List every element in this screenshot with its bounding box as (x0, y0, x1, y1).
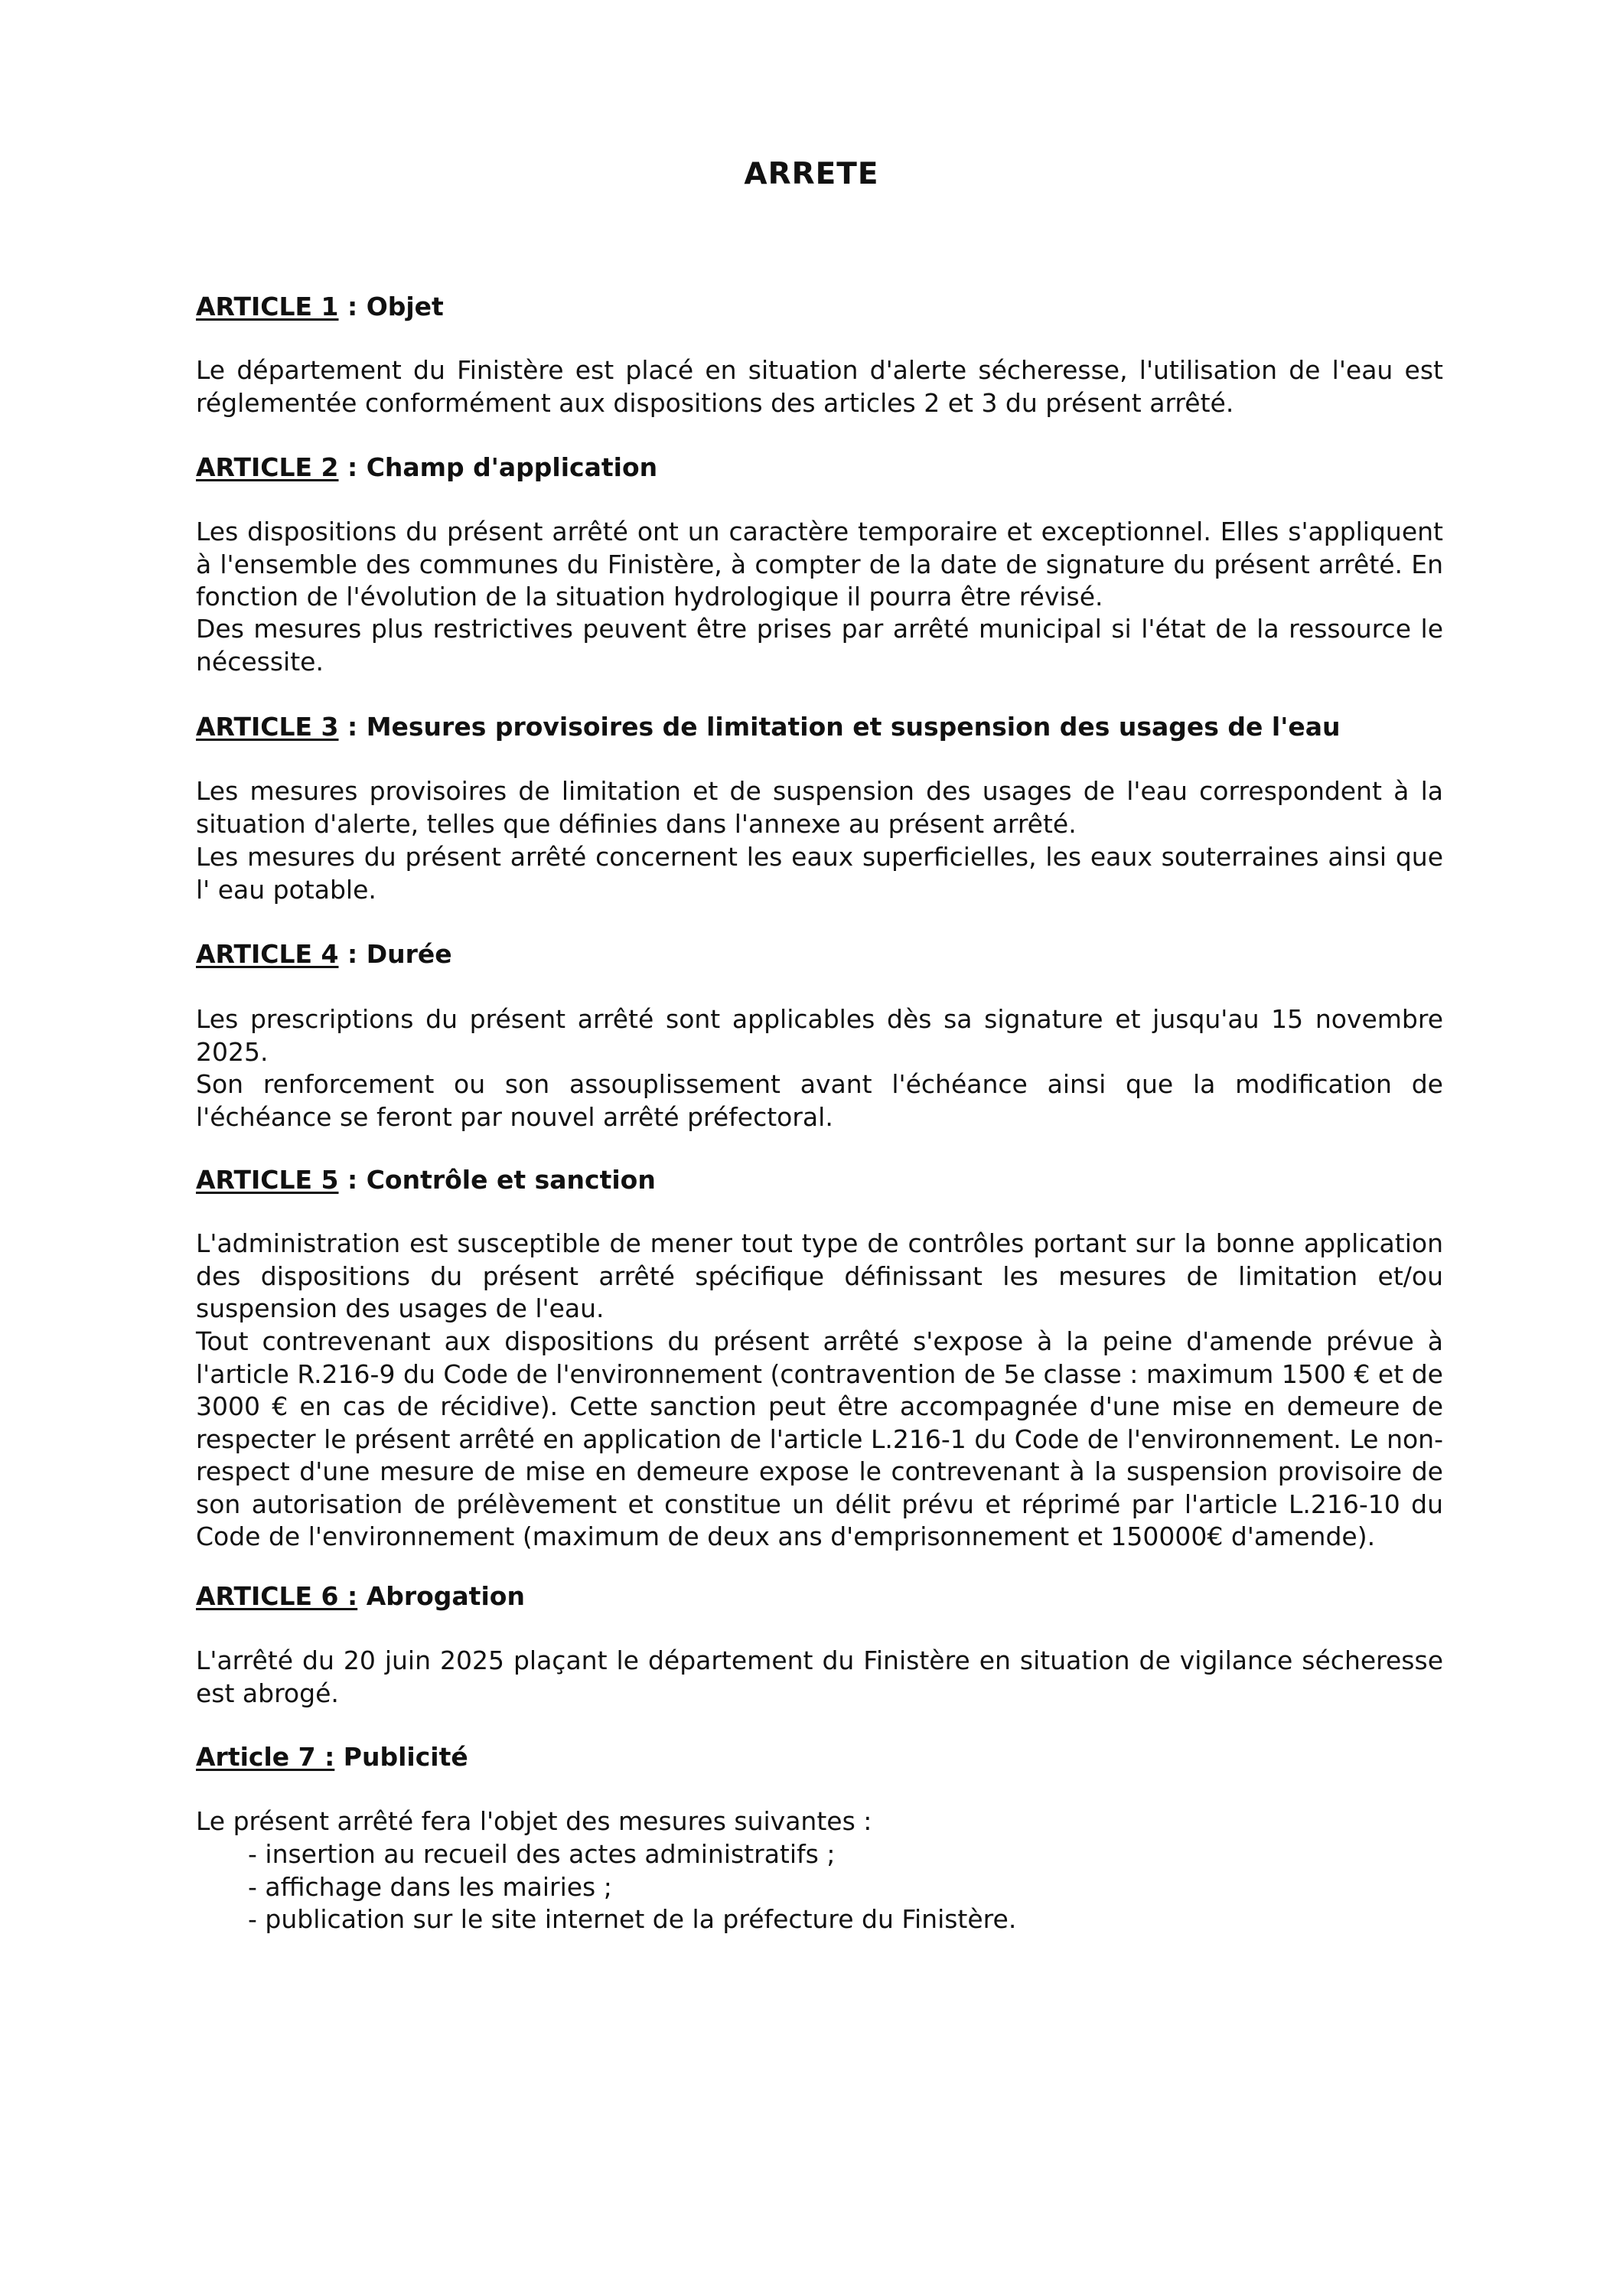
article-7-separator (334, 1742, 344, 1772)
article-1-separator: : (338, 292, 367, 321)
list-item: - insertion au recueil des actes administratifs ; (248, 1839, 836, 1869)
article-1-title: Objet (366, 292, 444, 321)
article-5-paragraph-2: Tout contrevenant aux dispositions du présent arrêté s'expose à la peine d'amende prévue à l'article R.216-9 du Code de l'environnement (contravention de 5e classe : maximum 1500 € et de 3000 € en cas de récidive). Cette sanction peut être accompagnée d'une mise en demeure de respecter le présent arrêté en application de l'article L.216-1 du Code de l'environnement. Le non-respect d'une mesure de mise en demeure expose le contrevenant à la suspension provisoire de son autorisation de prélèvement et constitue un délit prévu et réprimé par l'article L.216-10 du Code de l'environnement (maximum de deux ans d'emprisonnement et 150000€ d'amende). (196, 1326, 1443, 1551)
article-7-heading (196, 1742, 468, 1773)
article-6-heading (196, 1581, 525, 1612)
article-4-paragraph-1: Les prescriptions du présent arrêté sont applicables dès sa signature et jusqu'au 15 novembre 2025. (196, 1004, 1443, 1067)
list-item: - affichage dans les mairies ; (248, 1871, 612, 1902)
article-2-paragraph-1: Les dispositions du présent arrêté ont un caractère temporaire et exceptionnel. Elles s'appliquent à l'ensemble des communes du Finistère, à compter de la date de signature du présent arrêté. En fonction de l'évolution de la situation hydrologique il pourra être révisé. (196, 517, 1443, 612)
article-6-separator (357, 1581, 367, 1611)
article-5-heading (196, 1165, 656, 1195)
article-6-title: Abrogation (366, 1581, 525, 1611)
article-5-title: Contrôle et sanction (366, 1165, 656, 1195)
article-4-title: Durée (366, 939, 452, 969)
article-4-heading (196, 939, 452, 970)
article-2-heading (196, 452, 657, 483)
article-3-separator: : (338, 712, 367, 742)
article-2-paragraph-2: Des mesures plus restrictives peuvent être prises par arrêté municipal si l'état de la ressource le nécessite. (196, 614, 1443, 677)
article-1-paragraph-1: Le département du Finistère est placé en situation d'alerte sécheresse, l'utilisation de l'eau est réglementée conformément aux dispositions des articles 2 et 3 du présent arrêté. (196, 355, 1443, 418)
article-1-label: ARTICLE 1 (196, 292, 339, 321)
article-5-label: ARTICLE 5 (196, 1165, 339, 1195)
article-2-label: ARTICLE 2 (196, 452, 339, 482)
article-4-paragraph-2: Son renforcement ou son assouplissement avant l'échéance ainsi que la modification de l'échéance se feront par nouvel arrêté préfectoral. (196, 1069, 1443, 1132)
article-3-paragraph-2: Les mesures du présent arrêté concernent les eaux superficielles, les eaux souterraines ainsi que l' eau potable. (196, 842, 1443, 905)
article-7-label: Article 7 : (196, 1742, 335, 1772)
article-5-paragraph-1: L'administration est susceptible de mener tout type de contrôles portant sur la bonne application des dispositions du présent arrêté spécifique définissant les mesures de limitation et/ou suspension des usages de l'eau. (196, 1228, 1443, 1323)
article-6-paragraph-1: L'arrêté du 20 juin 2025 plaçant le département du Finistère en situation de vigilance sécheresse est abrogé. (196, 1645, 1443, 1708)
article-1-heading (196, 292, 444, 322)
article-6-label: ARTICLE 6 : (196, 1581, 358, 1611)
article-3-title: Mesures provisoires de limitation et suspension des usages de l'eau (366, 712, 1341, 742)
article-7-paragraph-1: Le présent arrêté fera l'objet des mesures suivantes : (196, 1806, 872, 1836)
article-4-separator: : (338, 939, 367, 969)
page-title: ARRETE (744, 157, 879, 191)
article-2-title: Champ d'application (366, 452, 658, 482)
list-item: - publication sur le site internet de la préfecture du Finistère. (248, 1904, 1017, 1934)
article-7-title: Publicité (343, 1742, 468, 1772)
article-7-list (196, 1838, 1443, 1936)
article-3-paragraph-1: Les mesures provisoires de limitation et de suspension des usages de l'eau correspondent à la situation d'alerte, telles que définies dans l'annexe au présent arrêté. (196, 776, 1443, 839)
article-2-separator: : (338, 452, 367, 482)
article-3-label: ARTICLE 3 (196, 712, 339, 742)
article-5-separator: : (338, 1165, 367, 1195)
article-3-heading (196, 712, 1340, 742)
article-4-label: ARTICLE 4 (196, 939, 339, 969)
